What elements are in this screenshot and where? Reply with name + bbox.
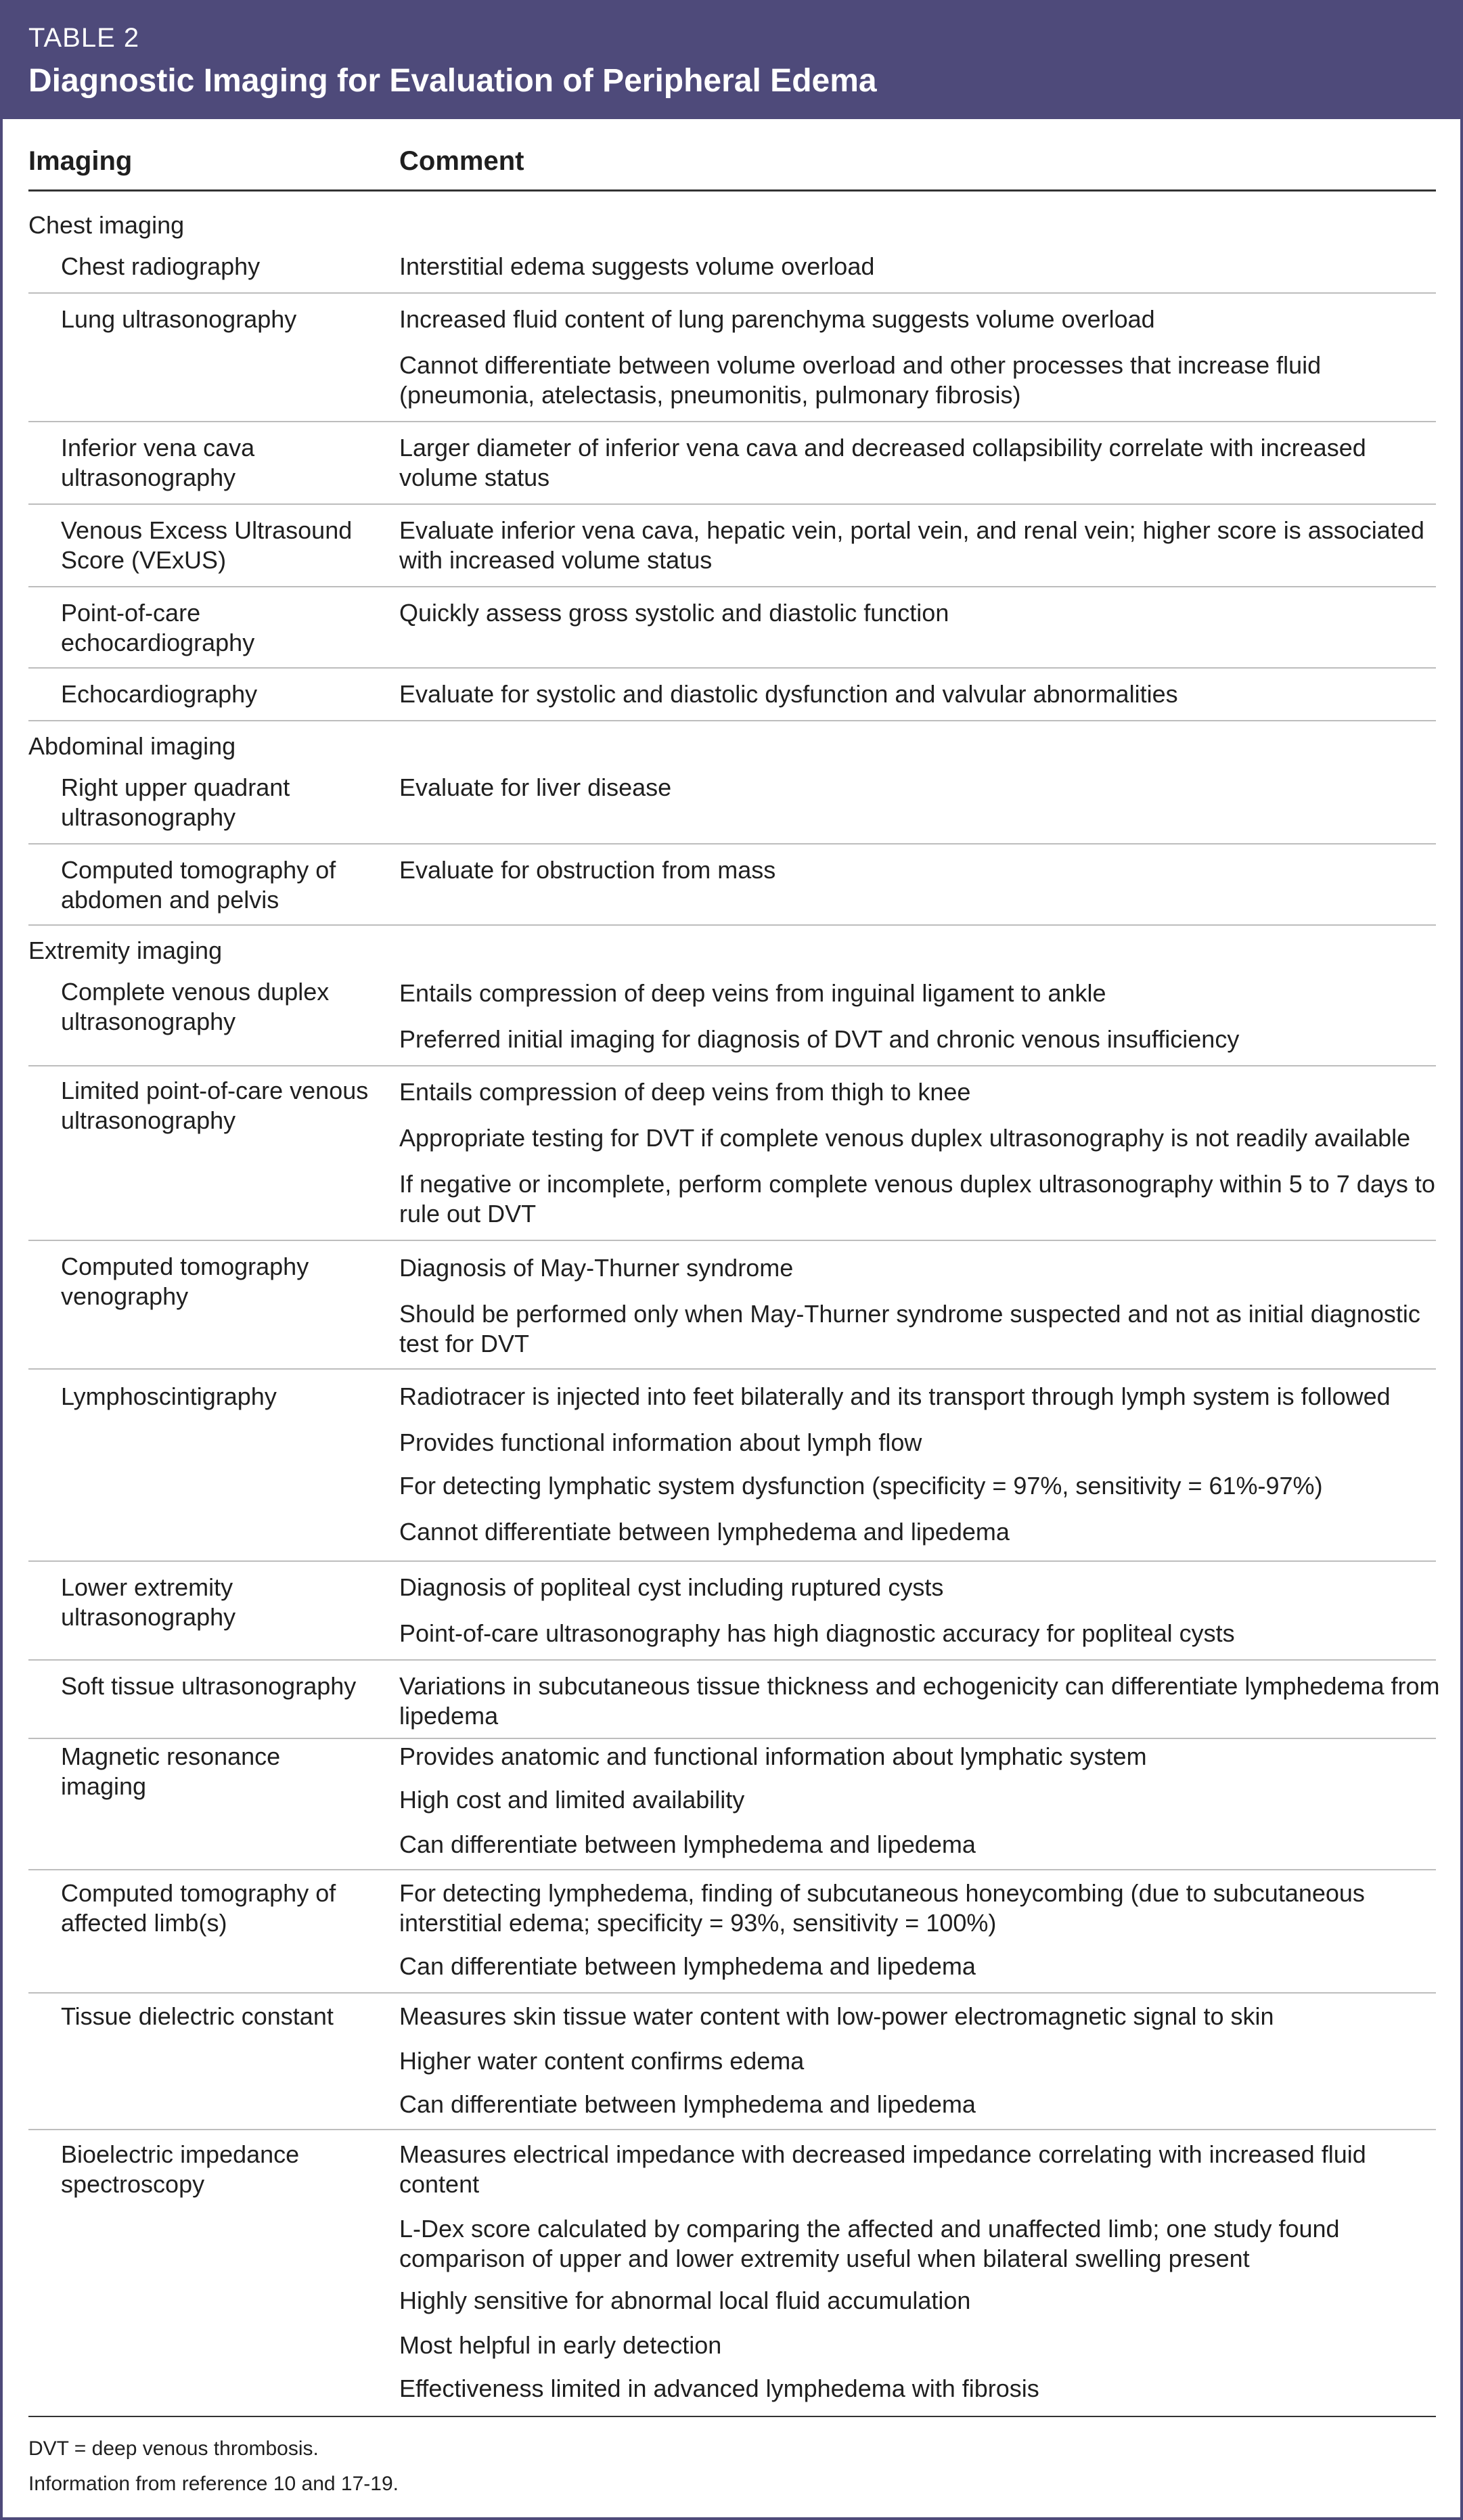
comment-cell: Interstitial edema suggests volume overload [399, 252, 875, 280]
imaging-cell: Magnetic resonance imaging [61, 1742, 281, 1800]
row-divider [28, 421, 1436, 422]
comment-cell: Can differentiate between lymphedema and lipedema [399, 2090, 976, 2118]
imaging-cell: Lower extremity ultrasonography [61, 1573, 236, 1631]
row-divider [28, 843, 1436, 845]
comment-cell: Measures electrical impedance with decreased impedance correlating with increased fluid content [399, 2140, 1366, 2198]
comment-cell: Measures skin tissue water content with low-power electromagnetic signal to skin [399, 2002, 1274, 2030]
footnote-source: Information from reference 10 and 17-19. [28, 2473, 399, 2495]
comment-cell: Highly sensitive for abnormal local fluid accumulation [399, 2287, 971, 2314]
header-rule [28, 189, 1436, 192]
imaging-cell: Right upper quadrant ultrasonography [61, 773, 290, 831]
comment-cell: Radiotracer is injected into feet bilaterally and its transport through lymph system is followed [399, 1382, 1391, 1410]
section-heading: Chest imaging [28, 211, 185, 239]
imaging-cell: Bioelectric impedance spectroscopy [61, 2140, 300, 2198]
comment-cell: For detecting lymphatic system dysfunction (specificity = 97%, sensitivity = 61%-97%) [399, 1472, 1323, 1500]
section-heading: Abdominal imaging [28, 732, 236, 760]
row-divider [28, 586, 1436, 587]
row-divider [28, 1560, 1436, 1562]
comment-cell: Most helpful in early detection [399, 2331, 722, 2359]
imaging-cell: Computed tomography of abdomen and pelvis [61, 856, 336, 914]
row-divider [28, 503, 1436, 505]
imaging-cell: Computed tomography venography [61, 1253, 309, 1310]
comment-cell: Provides anatomic and functional information about lymphatic system [399, 1742, 1147, 1770]
comment-cell: Diagnosis of popliteal cyst including ruptured cysts [399, 1573, 944, 1601]
comment-cell: Cannot differentiate between volume overload and other processes that increase fluid (pneumonia, atelectasis, pneumonitis, pulmonary fibrosis) [399, 351, 1322, 409]
comment-cell: L-Dex score calculated by comparing the affected and unaffected limb; one study found comparison of upper and lower extremity useful when bilateral swelling present [399, 2215, 1340, 2272]
imaging-cell: Limited point-of-care venous ultrasonography [61, 1077, 369, 1134]
row-divider [28, 1869, 1436, 1870]
row-divider [28, 2129, 1436, 2130]
row-divider [28, 292, 1436, 294]
table-bottom-rule [28, 2416, 1436, 2417]
table-header [0, 0, 1463, 119]
table-label: TABLE 2 [28, 23, 140, 53]
imaging-cell: Venous Excess Ultrasound Score (VExUS) [61, 516, 353, 574]
comment-cell: Provides functional information about lymph flow [399, 1428, 922, 1456]
comment-cell: Effectiveness limited in advanced lymphedema with fibrosis [399, 2375, 1039, 2402]
comment-cell: Variations in subcutaneous tissue thickness and echogenicity can differentiate lymphedema from lipedema [399, 1672, 1440, 1730]
imaging-cell: Lung ultrasonography [61, 305, 297, 333]
comment-cell: Evaluate for liver disease [399, 773, 672, 801]
section-divider [28, 720, 1436, 721]
column-header-imaging: Imaging [28, 146, 133, 176]
imaging-cell: Lymphoscintigraphy [61, 1382, 277, 1410]
comment-cell: High cost and limited availability [399, 1786, 745, 1814]
row-divider [28, 1368, 1436, 1370]
imaging-cell: Chest radiography [61, 252, 261, 280]
imaging-cell: Echocardiography [61, 680, 258, 708]
imaging-cell: Point-of-care echocardiography [61, 599, 255, 656]
section-heading: Extremity imaging [28, 937, 223, 964]
imaging-cell: Tissue dielectric constant [61, 2002, 334, 2030]
section-divider [28, 924, 1436, 926]
row-divider [28, 667, 1436, 669]
imaging-cell: Inferior vena cava ultrasonography [61, 434, 255, 491]
comment-cell: Should be performed only when May-Thurner syndrome suspected and not as initial diagnostic test for DVT [399, 1300, 1420, 1357]
comment-cell: Increased fluid content of lung parenchyma suggests volume overload [399, 305, 1155, 333]
comment-cell: Evaluate inferior vena cava, hepatic vein, portal vein, and renal vein; higher score is associated with increased volume status [399, 516, 1424, 574]
comment-cell: Diagnosis of May-Thurner syndrome [399, 1254, 794, 1282]
comment-cell: Larger diameter of inferior vena cava and decreased collapsibility correlate with increased volume status [399, 434, 1366, 491]
comment-cell: Preferred initial imaging for diagnosis of DVT and chronic venous insufficiency [399, 1025, 1240, 1053]
table-title: Diagnostic Imaging for Evaluation of Peripheral Edema [28, 63, 877, 99]
comment-cell: Cannot differentiate between lymphedema and lipedema [399, 1518, 1010, 1546]
footnote-abbreviation: DVT = deep venous thrombosis. [28, 2437, 319, 2460]
comment-cell: Evaluate for systolic and diastolic dysfunction and valvular abnormalities [399, 680, 1178, 708]
column-header-comment: Comment [399, 146, 524, 176]
row-divider [28, 1659, 1436, 1661]
imaging-cell: Complete venous duplex ultrasonography [61, 978, 330, 1035]
comment-cell: Entails compression of deep veins from inguinal ligament to ankle [399, 979, 1106, 1007]
comment-cell: Appropriate testing for DVT if complete venous duplex ultrasonography is not readily available [399, 1124, 1411, 1152]
row-divider [28, 1992, 1436, 1994]
comment-cell: For detecting lymphedema, finding of subcutaneous honeycombing (due to subcutaneous interstitial edema; specificity = 93%, sensitivity = 100%) [399, 1879, 1365, 1937]
imaging-cell: Soft tissue ultrasonography [61, 1672, 357, 1700]
imaging-cell: Computed tomography of affected limb(s) [61, 1879, 336, 1937]
comment-cell: Can differentiate between lymphedema and lipedema [399, 1952, 976, 1980]
comment-cell: Evaluate for obstruction from mass [399, 856, 776, 884]
row-divider [28, 1065, 1436, 1066]
comment-cell: Point-of-care ultrasonography has high diagnostic accuracy for popliteal cysts [399, 1619, 1235, 1647]
comment-cell: If negative or incomplete, perform complete venous duplex ultrasonography within 5 to 7 days to rule out DVT [399, 1170, 1435, 1228]
row-divider [28, 1240, 1436, 1241]
comment-cell: Quickly assess gross systolic and diastolic function [399, 599, 949, 627]
comment-cell: Can differentiate between lymphedema and lipedema [399, 1830, 976, 1858]
comment-cell: Higher water content confirms edema [399, 2047, 805, 2075]
comment-cell: Entails compression of deep veins from thigh to knee [399, 1078, 971, 1106]
row-divider [28, 1738, 1436, 1739]
